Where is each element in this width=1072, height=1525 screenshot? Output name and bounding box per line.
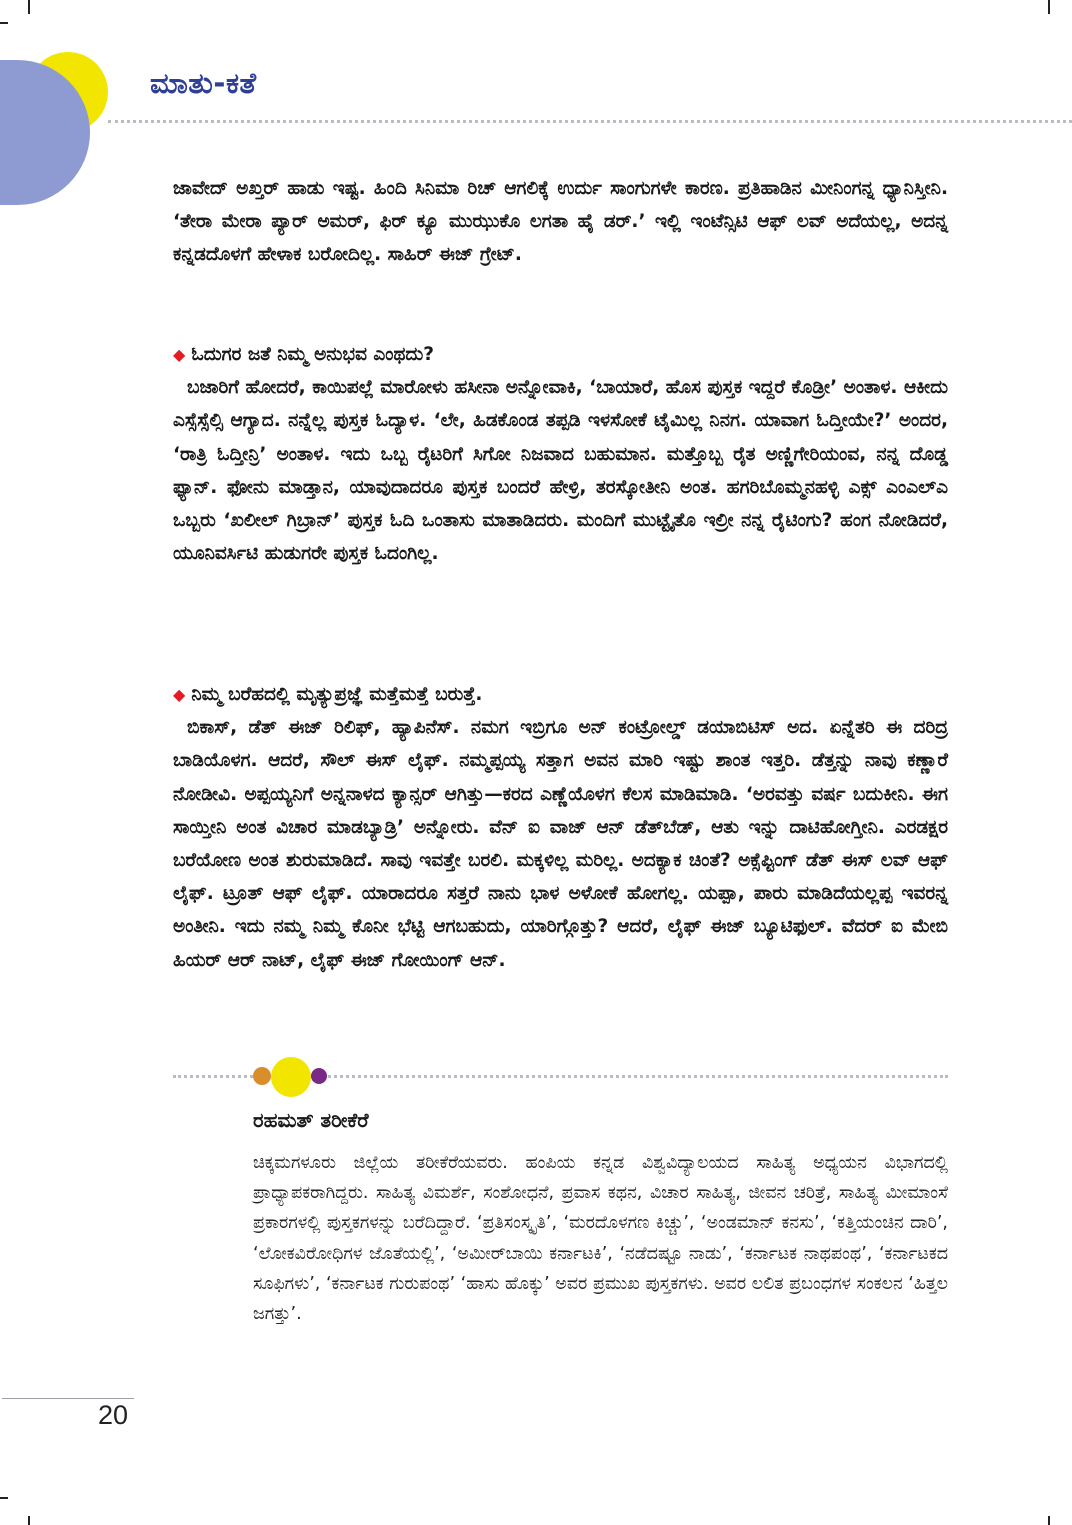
crop-mark: [0, 22, 8, 24]
purple-dot-decoration: [311, 1068, 327, 1084]
crop-mark: [0, 1497, 8, 1499]
crop-mark: [1048, 0, 1050, 14]
interview-answer: ಬಜಾರಿಗೆ ಹೋದರೆ, ಕಾಯಿಪಲ್ಲೆ ಮಾರೋಳು ಹಸೀನಾ ಅನ್ನೋವಾಕಿ, ‘ಬಾಯಾರೆ, ಹೊಸ ಪುಸ್ತಕ ಇದ್ದರೆ ಕೊಡ್ರೀ’ ಅಂತಾಳ. ಆಕೀದು ಎಸ್ಸೆಸ್ಸೆಲ್ಸಿ ಆಗ್ಯಾದ. ನನ್ನೆಲ್ಲ ಪುಸ್ತಕ ಓದ್ಯಾಳ. ‘ಲೇ, ಹಿಡಕೊಂಡ ತಪ್ಪಡಿ ಇಳಸೋಕೆ ಟೈಮಿಲ್ಲ ನಿನಗ. ಯಾವಾಗ ಓದ್ತೀಯೇ?’ ಅಂದರ, ‘ರಾತ್ರಿ ಓದ್ತೀನ್ರಿ’ ಅಂತಾಳ. ಇದು ಒಬ್ಬ ರೈಟರಿಗೆ ಸಿಗೋ ನಿಜವಾದ ಬಹುಮಾನ. ಮತ್ತೊಬ್ಬ ರೈತ ಅಣ್ಣಿಗೇರಿಯಂವ, ನನ್ನ ದೊಡ್ಡ ಫ್ಯಾನ್. ಫೋನು ಮಾಡ್ತಾನ, ಯಾವುದಾದರೂ ಪುಸ್ತಕ ಬಂದರೆ ಹೇಳ್ರಿ, ತರಸ್ಕೋತೀನಿ ಅಂತ. ಹಗರಿಬೊಮ್ಮನಹಳ್ಳಿ ಎಕ್ಸ್ ಎಂಎಲ್‌ಎ ಒಬ್ಬರು ‘ಖಲೀಲ್ ಗಿಬ್ರಾನ್’ ಪುಸ್ತಕ ಓದಿ ಒಂತಾಸು ಮಾತಾಡಿದರು. ಮಂದಿಗೆ ಮುಟ್ಟೈತೊ ಇಲ್ರೀ ನನ್ನ ರೈಟಿಂಗು? ಹಂಗ ನೋಡಿದರೆ, ಯೂನಿವರ್ಸಿಟಿ ಹುಡುಗರೇ ಪುಸ್ತಕ ಓದಂಗಿಲ್ಲ.: [173, 377, 948, 565]
interview-block-2: [173, 678, 948, 977]
interview-answer: ಬಿಕಾಸ್, ಡೆತ್ ಈಜ್ ರಿಲಿಫ್, ಹ್ಯಾಪಿನೆಸ್. ನಮಗ ಇಬ್ರಿಗೂ ಅನ್ ಕಂಟ್ರೋಲ್ಡ್ ಡಯಾಬಿಟಿಸ್ ಅದ. ಏನ್ನೆತರಿ ಈ ದರಿದ್ರ ಬಾಡಿಯೊಳಗ. ಆದರೆ, ಸೌಲ್ ಈಸ್ ಲೈಫ್. ನಮ್ಮಪ್ಪಯ್ಯ ಸತ್ತಾಗ ಅವನ ಮಾರಿ ಇಷ್ಟು ಶಾಂತ ಇತ್ತರಿ. ಡೆತ್ತನ್ನು ನಾವು ಕಣ್ಣಾರೆ ನೋಡೀವಿ. ಅಪ್ಪಯ್ಯನಿಗೆ ಅನ್ನನಾಳದ ಕ್ಯಾನ್ಸರ್ ಆಗಿತ್ತು—ಕರದ ಎಣ್ಣೆಯೊಳಗ ಕೆಲಸ ಮಾಡಿಮಾಡಿ. ‘ಅರವತ್ತು ವರ್ಷ ಬದುಕೀನಿ. ಈಗ ಸಾಯ್ತೀನಿ ಅಂತ ವಿಚಾರ ಮಾಡಬ್ಯಾಡ್ರಿ’ ಅನ್ನೋರು. ವೆನ್ ಐ ವಾಜ್ ಆನ್ ಡೆತ್‌ಬೆಡ್, ಆತು ಇನ್ನು ದಾಟಿಹೋಗ್ತೀನಿ. ಎರಡಕ್ಷರ ಬರೆಯೋಣ ಅಂತ ಶುರುಮಾಡಿದೆ. ಸಾವು ಇವತ್ತೇ ಬರಲಿ. ಮಕ್ಕಳಿಲ್ಲ ಮರಿಲ್ಲ. ಅದಕ್ಯಾಕ ಚಿಂತೆ? ಅಕ್ಸೆಪ್ಟಿಂಗ್ ಡೆತ್ ಈಸ್ ಲವ್ ಆಫ್ ಲೈಫ್. ಟ್ರೂತ್ ಆಫ್ ಲೈಫ್. ಯಾರಾದರೂ ಸತ್ತರೆ ನಾನು ಭಾಳ ಅಳೋಕೆ ಹೋಗಲ್ಲ. ಯಪ್ಪಾ, ಪಾರು ಮಾಡಿದೆಯಲ್ಲಪ್ಪ ಇವರನ್ನ ಅಂತೀನಿ. ಇದು ನಮ್ಮ ನಿಮ್ಮ ಕೊನೀ ಭೆಟ್ಟಿ ಆಗಬಹುದು, ಯಾರಿಗ್ಗೊತ್ತು? ಆದರೆ, ಲೈಫ್ ಈಜ್ ಬ್ಯೂಟಿಫುಲ್. ವೆದರ್ ಐ ಮೇಬಿ ಹಿಯರ್ ಆರ್ ನಾಟ್, ಲೈಫ್ ಈಜ್ ಗೋಯಿಂಗ್ ಆನ್.: [173, 717, 948, 971]
question-text: ಓದುಗರ ಜತೆ ನಿಮ್ಮ ಅನುಭವ ಎಂಥದು?: [191, 344, 434, 365]
red-diamond-bullet-icon: ◆: [173, 345, 186, 364]
crop-mark: [28, 0, 30, 14]
section-title: ಮಾತು-ಕತೆ: [150, 66, 257, 100]
crop-mark: [1048, 1516, 1050, 1525]
header-dotted-rule: [108, 120, 1072, 123]
question-text: ನಿಮ್ಮ ಬರೆಹದಲ್ಲಿ ಮೃತ್ಯುಪ್ರಜ್ಞೆ ಮತ್ತೆಮತ್ತೆ ಬರುತ್ತೆ.: [191, 684, 483, 705]
interview-question: [173, 338, 948, 371]
interview-block-1: [173, 338, 948, 570]
article-intro-paragraph: ಜಾವೇದ್ ಅಖ್ತರ್ ಹಾಡು ಇಷ್ಟ. ಹಿಂದಿ ಸಿನಿಮಾ ರಿಚ್ ಆಗಲಿಕ್ಕೆ ಉರ್ದು ಸಾಂಗುಗಳೇ ಕಾರಣ. ಪ್ರತಿಹಾಡಿನ ಮೀನಿಂಗನ್ನ ಧ್ಯಾನಿಸ್ತೀನಿ. ‘ತೇರಾ ಮೇರಾ ಪ್ಯಾರ್ ಅಮರ್, ಫಿರ್ ಕ್ಯೂ ಮುಝುಕೊ ಲಗತಾ ಹೈ ಡರ್.’ ಇಲ್ಲಿ ಇಂಟೆನ್ಸಿಟಿ ಆಫ್ ಲವ್ ಅದೆಯಲ್ಲ, ಅದನ್ನ ಕನ್ನಡದೊಳಗೆ ಹೇಳಾಕ ಬರೋದಿಲ್ಲ. ಸಾಹಿರ್ ಈಜ್ ಗ್ರೇಟ್.: [173, 178, 948, 266]
yellow-dot-decoration: [271, 1057, 311, 1097]
page-number: 20: [98, 1400, 129, 1430]
interview-question: [173, 678, 948, 711]
red-diamond-bullet-icon: ◆: [173, 685, 186, 704]
orange-dot-decoration: [253, 1067, 271, 1085]
author-bio: ಚಿಕ್ಕಮಗಳೂರು ಜಿಲ್ಲೆಯ ತರೀಕೆರೆಯವರು. ಹಂಪಿಯ ಕನ್ನಡ ವಿಶ್ವವಿದ್ಯಾಲಯದ ಸಾಹಿತ್ಯ ಅಧ್ಯಯನ ವಿಭಾಗದಲ್ಲಿ ಪ್ರಾಧ್ಯಾಪಕರಾಗಿದ್ದರು. ಸಾಹಿತ್ಯ ವಿಮರ್ಶೆ, ಸಂಶೋಧನೆ, ಪ್ರವಾಸ ಕಥನ, ವಿಚಾರ ಸಾಹಿತ್ಯ, ಜೀವನ ಚರಿತ್ರೆ, ಸಾಹಿತ್ಯ ಮೀಮಾಂಸೆ ಪ್ರಕಾರಗಳಲ್ಲಿ ಪುಸ್ತಕಗಳನ್ನು ಬರೆದಿದ್ದಾರೆ. ‘ಪ್ರತಿಸಂಸ್ಕೃತಿ’, ‘ಮರದೊಳಗಣ ಕಿಚ್ಚು’, ‘ಅಂಡಮಾನ್ ಕನಸು’, ‘ಕತ್ತಿಯಂಚಿನ ದಾರಿ’, ‘ಲೋಕವಿರೋಧಿಗಳ ಜೊತೆಯಲ್ಲಿ’, ‘ಅಮೀರ್‌ಬಾಯಿ ಕರ್ನಾಟಕಿ’, ‘ನಡೆದಷ್ಟೂ ನಾಡು’, ‘ಕರ್ನಾಟಕ ನಾಥಪಂಥ’, ‘ಕರ್ನಾಟಕದ ಸೂಫಿಗಳು’, ‘ಕರ್ನಾಟಕ ಗುರುಪಂಥ’ ‘ಹಾಸು ಹೊಕ್ಕು’ ಅವರ ಪ್ರಮುಖ ಪುಸ್ತಕಗಳು. ಅವರ ಲಲಿತ ಪ್ರಬಂಧಗಳ ಸಂಕಲನ ‘ಹಿತ್ತಲ ಜಗತ್ತು’.: [253, 1153, 948, 1325]
crop-mark: [28, 1516, 30, 1525]
page-number-rule: [2, 1398, 134, 1399]
author-name: ರಹಮತ್ ತರೀಕೆರೆ: [253, 1108, 369, 1132]
